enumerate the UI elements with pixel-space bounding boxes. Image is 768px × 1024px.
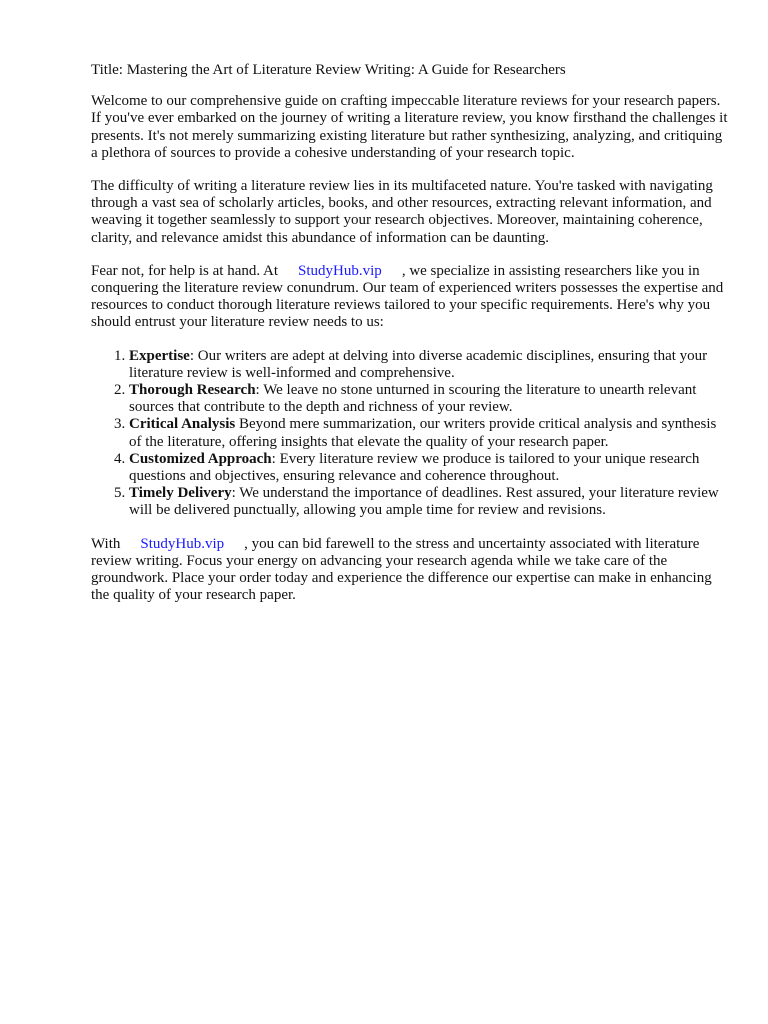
reasons-list: [91, 348, 731, 520]
closing-paragraph-lead: With: [91, 535, 121, 552]
list-item: [129, 382, 731, 416]
list-item-text: Our writers are adept at delving into diverse academic disciplines, ensuring that your literature review is well-informed and comprehensive.: [129, 347, 708, 381]
list-item-heading: Critical Analysis: [129, 416, 236, 433]
list-item-text: We leave no stone unturned in scouring the literature to unearth relevant sources that contribute to the depth and richness of your review.: [129, 382, 697, 416]
list-item-text: Beyond mere summarization, our writers provide critical analysis and synthesis of the literature, offering insights that elevate the quality of your research paper.: [129, 416, 717, 450]
list-item-separator: :: [231, 485, 236, 502]
help-paragraph: [91, 263, 731, 332]
list-item-separator: :: [271, 450, 276, 467]
document-title: Title: Mastering the Art of Literature Review Writing: A Guide for Researchers: [91, 62, 566, 78]
list-item: [129, 348, 731, 382]
list-item-text: We understand the importance of deadlines. Rest assured, your literature review will be delivered punctually, allowing you ample time for review and revisions.: [129, 485, 719, 519]
list-item-text: Every literature review we produce is tailored to your unique research questions and objectives, ensuring relevance and coherence throughout.: [129, 450, 700, 485]
help-paragraph-rest: , we specialize in assisting researchers like you in conquering the literature review conundrum. Our team of experienced writers possesses the expertise and resources to conduct thorough literature reviews tailored to your specific requirements. Here's why you should entrust your literature review needs to us:: [91, 262, 724, 331]
list-item: [129, 416, 731, 450]
list-item-heading: Timely Delivery: [129, 485, 232, 502]
list-item: [129, 451, 731, 485]
help-paragraph-lead: Fear not, for help is at hand. At: [91, 262, 279, 279]
studyhub-link-closing[interactable]: StudyHub.vip: [140, 535, 225, 552]
list-item-heading: Thorough Research: [129, 382, 256, 399]
document-page: [91, 54, 731, 620]
intro-paragraph-1: Welcome to our comprehensive guide on crafting impeccable literature reviews for your research papers. If you've ever embarked on the journey of writing a literature review, you know firsthand the challenges it presents. It's not merely summarizing existing literature but rather synthesizing, analyzing, and critiquing a plethora of sources to provide a cohesive understanding of your research topic.: [91, 93, 728, 161]
list-item-heading: Customized Approach: [129, 450, 272, 467]
list-item-heading: Expertise: [129, 347, 190, 364]
list-item: [129, 485, 731, 519]
intro-paragraph-2: The difficulty of writing a literature review lies in its multifaceted nature. You're tasked with navigating through a vast sea of scholarly articles, books, and other resources, extracting relevant information, and weaving it together seamlessly to support your research objectives. Moreover, maintaining coherence, clarity, and relevance amidst this abundance of information can be daunting.: [91, 178, 713, 246]
closing-paragraph: [91, 536, 731, 605]
list-item-separator: :: [255, 382, 260, 399]
closing-paragraph-rest: , you can bid farewell to the stress and uncertainty associated with literature review writing. Focus your energy on advancing your research agenda while we take care of the groundwork. Place your order today and experience the difference our expertise can make in enhancing the quality of your research paper.: [91, 535, 712, 604]
studyhub-link[interactable]: StudyHub.vip: [298, 262, 382, 279]
list-item-separator: :: [189, 347, 194, 364]
